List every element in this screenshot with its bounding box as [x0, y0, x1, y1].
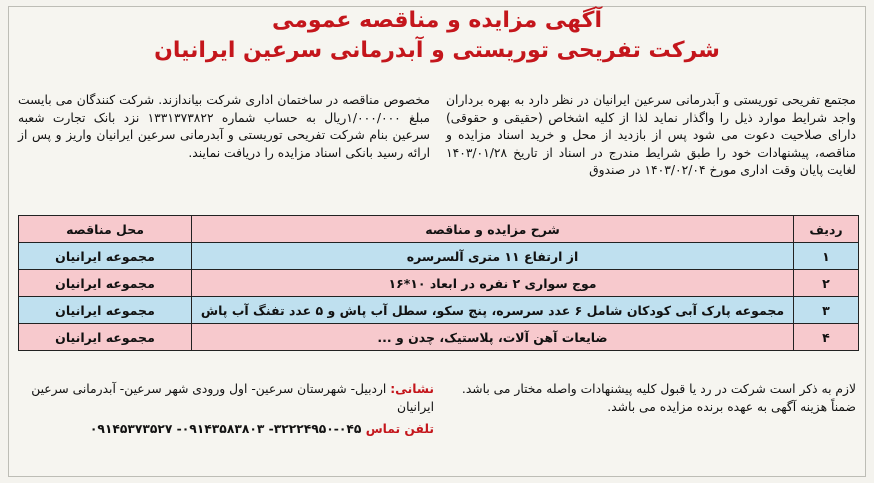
table-row — [19, 324, 859, 351]
table-header-row — [19, 216, 859, 243]
row-location: مجموعه ایرانیان — [19, 297, 192, 324]
items-table — [18, 215, 859, 351]
header-location: محل مناقصه — [19, 216, 192, 243]
contact-block — [14, 380, 434, 438]
row-number: ۴ — [794, 324, 859, 351]
header-description: شرح مزایده و مناقصه — [192, 216, 794, 243]
phone — [14, 420, 434, 438]
row-location: مجموعه ایرانیان — [19, 270, 192, 297]
row-location: مجموعه ایرانیان — [19, 243, 192, 270]
table-row — [19, 243, 859, 270]
address-label: نشانی: — [390, 382, 434, 396]
row-description: موج سواری ۲ نفره در ابعاد ۱۰*۱۶ — [192, 270, 794, 297]
table-row — [19, 270, 859, 297]
address — [14, 380, 434, 416]
row-description: مجموعه پارک آبی کودکان شامل ۶ عدد سرسره، پنج سکو، سطل آب پاش و ۵ عدد تفنگ آب پاش — [192, 297, 794, 324]
terms-note — [436, 380, 856, 416]
row-location: مجموعه ایرانیان — [19, 324, 192, 351]
company-name: شرکت تفریحی توریستی و آبدرمانی سرعین ایرانیان — [154, 38, 720, 63]
address-text: اردبیل- شهرستان سرعین- اول ورودی شهر سرعین- آبدرمانی سرعین ایرانیان — [31, 382, 434, 414]
row-number: ۳ — [794, 297, 859, 324]
table-row — [19, 297, 859, 324]
terms-line-2: ضمناً هزینه آگهی به عهده برنده مزایده می باشد. — [607, 400, 856, 414]
phone-numbers: ۰۴۵-۳۲۲۲۴۹۵۰- ۰۹۱۴۳۵۸۳۸۰۳- ۰۹۱۴۵۳۷۳۵۲۷ — [89, 422, 362, 436]
row-description: از ارتفاع ۱۱ متری آلسرسره — [192, 243, 794, 270]
header-row-number: ردیف — [794, 216, 859, 243]
ad-title: آگهی مزایده و مناقصه عمومی — [272, 8, 602, 33]
terms-line-1: لازم به ذکر است شرکت در رد یا قبول کلیه پیشنهادات واصله مختار می باشد. — [461, 382, 856, 396]
phone-label: تلفن تماس — [365, 422, 434, 436]
row-number: ۱ — [794, 243, 859, 270]
row-description: ضایعات آهن آلات، پلاستیک، چدن و ... — [192, 324, 794, 351]
intro-text-right: مجتمع تفریحی توریستی و آبدرمانی سرعین ایرانیان در نظر دارد به بهره برداران واجد شرایط موارد ذیل را واگذار نماید لذا از کلیه اشخاص (حقیقی و حقوقی) دارای صلاحیت دعوت می شود پس از بازدید از محل و خرید اسناد مزایده و مناقصه، پیشنهادات خود را طبق شرایط مندرج در اسناد از تاریخ ۱۴۰۳/۰۱/۲۸ لغایت پایان وقت اداری مورخ ۱۴۰۳/۰۲/۰۴ در صندوق — [446, 93, 856, 177]
row-number: ۲ — [794, 270, 859, 297]
intro-text-left: مخصوص مناقصه در ساختمان اداری شرکت بیاندازند. شرکت کنندگان می بایست مبلغ ۱/۰۰۰/۰۰۰ریال به حساب شماره ۱۳۳۱۳۷۳۸۲۲ نزد بانک تجارت شعبه سرعین بنام شرکت تفریحی توریستی و آبدرمانی سرعین ایرانیان واریز و پس از ارائه رسید بانکی اسناد مزایده را دریافت نمایند. — [18, 93, 430, 160]
